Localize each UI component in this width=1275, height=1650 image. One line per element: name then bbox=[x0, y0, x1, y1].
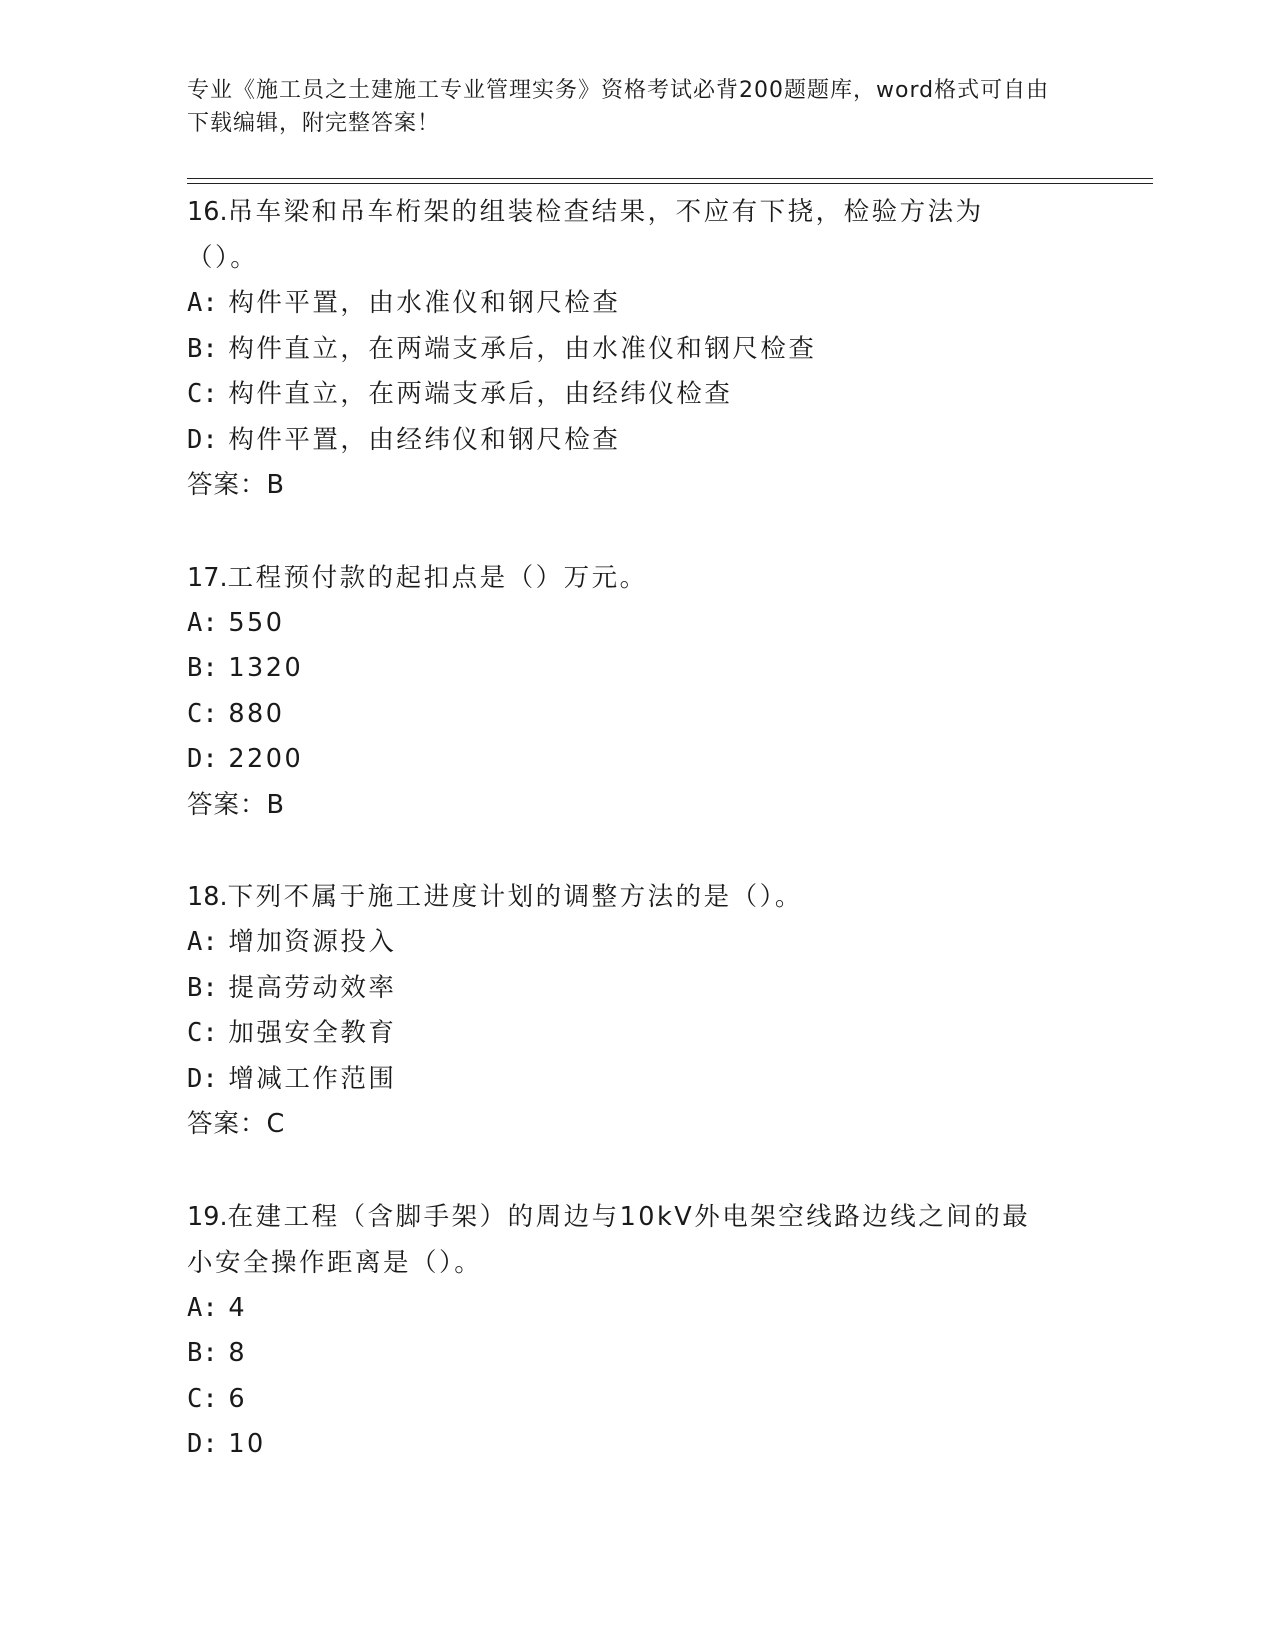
answer-label: 答案：B bbox=[187, 789, 285, 820]
question-stem bbox=[187, 189, 1027, 281]
option-d bbox=[187, 737, 1087, 783]
option-text: 增加资源投入 bbox=[228, 927, 397, 957]
option-text: 构件平置，由水准仪和钢尺检查 bbox=[228, 288, 621, 318]
option-text: 1320 bbox=[228, 653, 304, 683]
option-text: 加强安全教育 bbox=[228, 1018, 397, 1048]
option-letter: A: bbox=[187, 927, 218, 957]
option-text: 提高劳动效率 bbox=[228, 972, 397, 1003]
option-c bbox=[187, 1377, 1087, 1423]
option-b bbox=[187, 1331, 1087, 1377]
question-number: 16. bbox=[187, 197, 228, 227]
answer-label: 答案：B bbox=[187, 470, 285, 500]
question-stem bbox=[187, 1194, 1047, 1286]
option-d bbox=[187, 1422, 1087, 1468]
option-letter: A: bbox=[187, 1292, 218, 1323]
option-b bbox=[187, 646, 1087, 692]
option-letter: D: bbox=[187, 424, 218, 455]
option-text: 增减工作范围 bbox=[228, 1063, 397, 1094]
option-a bbox=[187, 920, 1087, 966]
question-number: 19. bbox=[187, 1201, 228, 1232]
option-c bbox=[187, 692, 1087, 738]
option-text: 10 bbox=[228, 1429, 266, 1459]
option-text: 550 bbox=[228, 607, 285, 638]
option-letter: C: bbox=[187, 379, 218, 409]
option-text: 2200 bbox=[228, 744, 304, 774]
option-a bbox=[187, 281, 1087, 327]
option-letter: C: bbox=[187, 1383, 218, 1414]
question-number: 18. bbox=[187, 882, 228, 912]
spacer bbox=[187, 509, 1087, 555]
option-c bbox=[187, 372, 1087, 418]
option-d bbox=[187, 418, 1087, 464]
option-text: 880 bbox=[228, 698, 285, 729]
option-letter: D: bbox=[187, 1429, 218, 1459]
question-18 bbox=[187, 874, 1087, 1148]
option-d bbox=[187, 1057, 1087, 1103]
question-16 bbox=[187, 189, 1087, 509]
header-divider-bottom bbox=[187, 183, 1153, 184]
question-text: 下列不属于施工进度计划的调整方法的是（）。 bbox=[227, 882, 803, 912]
option-a bbox=[187, 1286, 1087, 1332]
answer-label: 答案：C bbox=[187, 1109, 286, 1139]
header-divider-top bbox=[187, 178, 1153, 179]
question-19 bbox=[187, 1194, 1087, 1468]
option-letter: C: bbox=[187, 698, 218, 729]
option-text: 构件平置，由经纬仪和钢尺检查 bbox=[228, 424, 621, 455]
question-text: 工程预付款的起扣点是（）万元。 bbox=[227, 562, 648, 593]
option-letter: B: bbox=[187, 653, 218, 683]
spacer bbox=[187, 828, 1087, 874]
option-letter: D: bbox=[187, 1063, 218, 1094]
option-letter: B: bbox=[187, 333, 218, 364]
option-letter: B: bbox=[187, 1338, 218, 1368]
option-b bbox=[187, 966, 1087, 1012]
option-text: 6 bbox=[228, 1383, 248, 1414]
question-text: 吊车梁和吊车桁架的组装检查结果，不应有下挠，检验方法为（）。 bbox=[187, 197, 984, 273]
option-a bbox=[187, 601, 1087, 647]
option-letter: C: bbox=[187, 1018, 218, 1048]
option-b bbox=[187, 327, 1087, 373]
question-stem bbox=[187, 555, 1087, 601]
option-text: 8 bbox=[228, 1338, 248, 1368]
question-stem bbox=[187, 874, 1087, 920]
option-letter: A: bbox=[187, 607, 218, 638]
question-number: 17. bbox=[187, 562, 228, 593]
spacer bbox=[187, 1148, 1087, 1194]
option-letter: D: bbox=[187, 744, 218, 774]
option-c bbox=[187, 1011, 1087, 1057]
option-text: 构件直立，在两端支承后，由水准仪和钢尺检查 bbox=[228, 333, 817, 364]
option-text: 构件直立，在两端支承后，由经纬仪检查 bbox=[228, 379, 733, 409]
question-text: 在建工程（含脚手架）的周边与10kV外电架空线路边线之间的最小安全操作距离是（）。 bbox=[187, 1201, 1031, 1278]
option-letter: B: bbox=[187, 972, 218, 1003]
question-17 bbox=[187, 555, 1087, 829]
question-list bbox=[187, 189, 1087, 1468]
document-header: 专业《施工员之土建施工专业管理实务》资格考试必背200题题库，word格式可自由下载编辑，附完整答案！ bbox=[187, 78, 1050, 136]
option-letter: A: bbox=[187, 288, 218, 318]
option-text: 4 bbox=[228, 1292, 248, 1323]
